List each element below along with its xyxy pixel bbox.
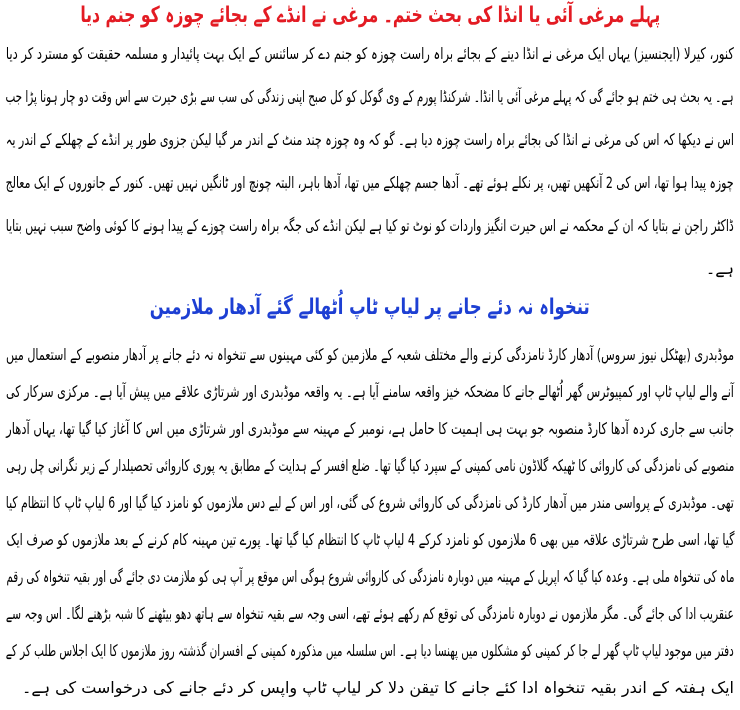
article-2-line-text: منصوبے کی نامزدگی کی کاروائی کا ٹھیکہ گلاڈون نامی کمپنی کے سپرد کیا گیا تھا۔ ضلع افسر کے ہدایت کے مطابق یہ پوری کاروائی تحصیلدار کے زیر نگرانی چل رہی bbox=[5, 456, 734, 475]
article-2-line-text: دفتر میں موجود لیاپ ٹاپ گھر لے جا کر کمپنی کو مشکلوں میں پھنسا دیا ہے۔ اس سلسلہ میں مذکورہ کمپنی کے افسران گذشتہ روز ملازموں کا ایک اجلاس طلب کر کے bbox=[6, 641, 734, 660]
article-2-line-text: ایک ہفتہ کے اندر بقیہ تنخواہ ادا کئے جانے کا تیقن دلا کر لیاپ ٹاپ واپس کر دئے جانے کی درخواست کی ہے۔ bbox=[21, 678, 734, 697]
article-1-line-text: ڈاکٹر راجن نے بتایا کہ ان کے محکمہ نے اس حیرت انگیز واردات کو نوٹ تو کیا ہے لیکن انڈے کی جگہ براہ راست چوزے کے پیدا ہونے کا کوئی واضح سبب نہیں بتایا bbox=[6, 216, 734, 235]
article-2-line bbox=[6, 595, 734, 632]
article-2-line bbox=[6, 558, 734, 595]
article-1-line bbox=[6, 161, 734, 204]
article-2-line bbox=[6, 669, 734, 706]
article-2-line bbox=[6, 373, 734, 410]
article-2-headline-text: تنخواہ نہ دئے جانے پر لیاپ ٹاپ اُٹھالے گئے آدھار ملازمین bbox=[149, 295, 590, 320]
article-2-line-text: گیا تھا، اسی طرح شرتاڑی علاقہ میں بھی 6 ملازموں کو نامزد کرکے 4 لیاپ ٹاپ کا انتظام کیا گیا تھا۔ پورے تین مہینہ کام کرنے کے بعد ملازموں کو صرف ایک bbox=[5, 530, 734, 549]
article-2-line-text: موڈبدری (بھٹکل نیوز سروس) آدھار کارڈ نامزدگی کرنے والے مختلف شعبہ کے ملازمین کو کئی مہینوں سے تنخواہ نہ دئے جانے پر آدھار منصوبے کے استعمال میں bbox=[5, 345, 734, 364]
article-2-line bbox=[6, 484, 734, 521]
article-1-line-text: چوزہ پیدا ہوا تھا، اس کی 2 آنکھیں تھیں، پر نکلے ہوئے تھے۔ آدھا جسم چھلکے میں تھا، آدھا باہر، البتہ چونچ اور ٹانگیں نہیں تھیں۔ کنور کے جانوروں کے ایک معالج bbox=[5, 173, 734, 192]
article-1-line-text: ہے۔ یہ بحث ہی ختم ہو جائے گی کہ پہلے مرغی آئی یا انڈا۔ شرکنڈا پورم کے وی گوکل کو کل صبح اپنی زندگی کی سب سے بڑی حیرت سے اس وقت دو چار ہونا پڑا جب bbox=[5, 87, 734, 106]
article-2-line bbox=[6, 447, 734, 484]
article-2-line bbox=[6, 521, 734, 558]
article-1-line-text: اس نے دیکھا کہ اس کی مرغی نے انڈا کی بجائے براہ راست چوزہ دیا ہے۔ گو کہ وہ چوزہ چند منٹ کے اندر مر گیا لیکن جزوی طور پر انڈے کے چھلکے کے اندر یہ bbox=[5, 130, 734, 149]
article-2-line-text: ماہ کی تنخواہ ملی ہے۔ وعدہ کیا گیا کہ اپریل کے مہینہ میں دوبارہ نامزدگی کی کاروائی شروع ہوگی اس موقع پر آپ ہی کو ملازمت دی جائے گی اور بقیہ تنخواہ کی رقم bbox=[6, 567, 734, 586]
article-1-line-text: کنور، کیرلا (ایجنسیز) یہاں ایک مرغی نے انڈا دینے کے بجائے براہ راست چوزہ کو جنم دے کر سائنس کے ایک بہت پائیدار و مسلمہ حقیقت کو مسترد کر دیا bbox=[6, 44, 734, 63]
article-1-line bbox=[6, 247, 734, 290]
article-2-line bbox=[6, 632, 734, 669]
article-1-line bbox=[6, 204, 734, 247]
article-2-line-text: عنقریب ادا کی جائے گی۔ مگر ملازموں نے دوبارہ نامزدگی کی توقع کم رکھے ہوئے تھے، اسی وجہ سے بقیہ تنخواہ سے ہاتھ دھو بیٹھنے کا شبہ بڑھنے لگا۔ اس وجہ سے bbox=[6, 604, 734, 623]
article-1-line bbox=[6, 32, 734, 75]
article-1-body bbox=[0, 32, 740, 290]
article-2-body bbox=[0, 326, 740, 706]
article-2-line-text: آنے والے لیاپ ٹاپ اور کمپیوٹرس گھر اُٹھالے جانے کا مضحکہ خیز واقعہ سامنے آیا ہے۔ یہ واقعہ موڈبدری اور شرتاڑی علاقے میں پیش آیا ہے۔ مرکزی سرکار کی bbox=[6, 382, 734, 401]
article-2-line bbox=[6, 336, 734, 373]
article-1-line bbox=[6, 75, 734, 118]
article-2-headline bbox=[150, 290, 590, 326]
article-2-line bbox=[6, 410, 734, 447]
article-1-headline bbox=[80, 0, 660, 32]
article-1-line-text: ہے۔ bbox=[705, 259, 734, 278]
article-2-line-text: تھی۔ موڈبدری کے پرواسی مندر میں آدھار کارڈ کی نامزدگی کی کاروائی شروع کی گئی، اور اس کے لیے دس ملازموں کو نامزد کیا گیا اور 6 لیاپ ٹاپ کا انتظام کیا bbox=[6, 493, 734, 512]
article-2-line-text: جانب سے جاری کردہ آدھا کارڈ منصوبہ جو بہت ہی اہمیت کا حامل ہے، نومبر کے مہینہ سے موڈبدری اور شرتاڑی میں اس کا آغاز کیا گیا تھا، یہاں آدھار bbox=[6, 419, 734, 438]
article-1-line bbox=[6, 118, 734, 161]
article-1-headline-text: پہلے مرغی آئی یا انڈا کی بحث ختم۔ مرغی نے انڈے کے بجائے چوزہ کو جنم دیا bbox=[80, 3, 660, 28]
